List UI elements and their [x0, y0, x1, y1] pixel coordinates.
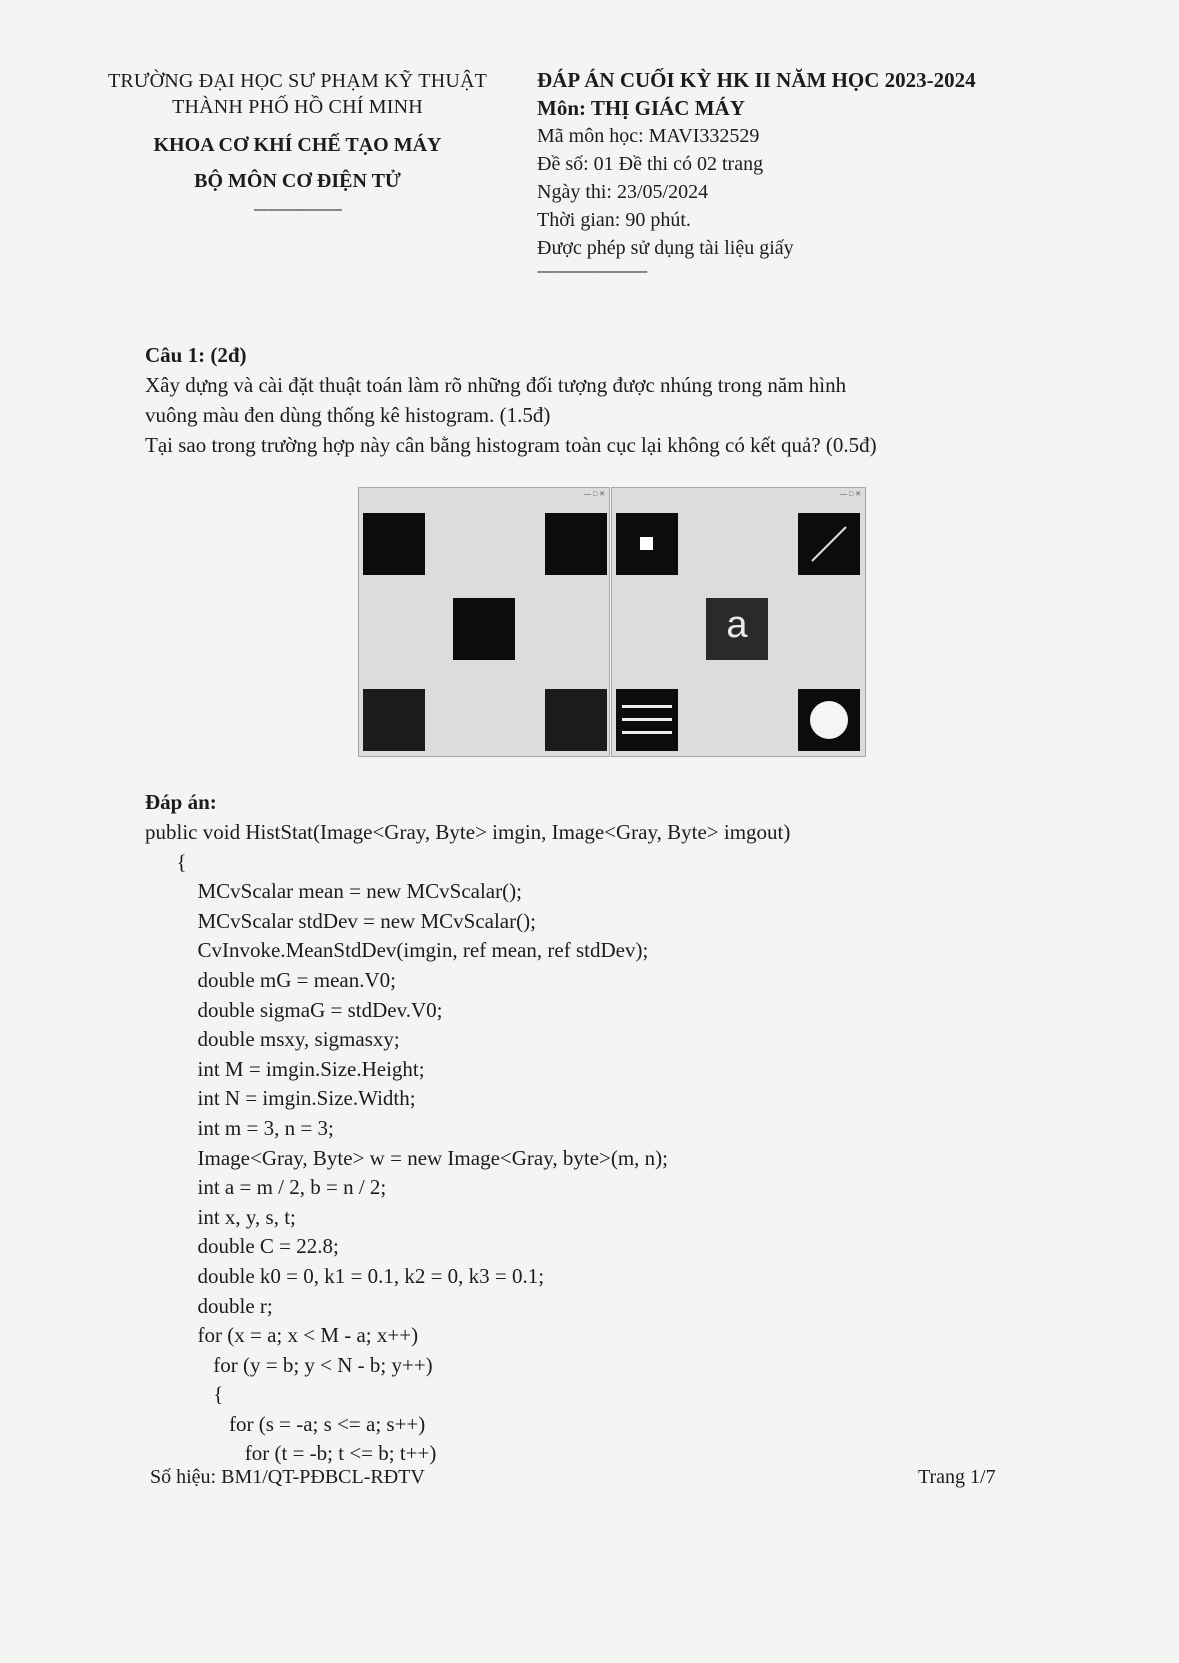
code-line: int M = imgin.Size.Height; — [145, 1056, 425, 1081]
university-line2: THÀNH PHỐ HỒ CHÍ MINH — [172, 96, 423, 118]
code-block — [145, 818, 1075, 1469]
code-line: double mG = mean.V0; — [145, 967, 396, 992]
square-with-circle — [798, 689, 860, 751]
code-line: for (y = b; y < N - b; y++) — [145, 1352, 433, 1377]
code-line: double r; — [145, 1293, 273, 1318]
code-line: for (s = -a; s <= a; s++) — [145, 1411, 426, 1436]
code-line: for (x = a; x < M - a; x++) — [145, 1323, 419, 1348]
exam-title: ĐÁP ÁN CUỐI KỲ HK II NĂM HỌC 2023-2024 — [537, 68, 976, 92]
materials-note: Được phép sử dụng tài liệu giấy — [537, 237, 794, 259]
code-line: double sigmaG = stdDev.V0; — [145, 997, 443, 1022]
square-with-diagonal-line — [798, 513, 860, 575]
code-line: MCvScalar mean = new MCvScalar(); — [145, 879, 522, 904]
window-controls-icon: — □ ✕ — [584, 491, 605, 498]
code-line: { — [145, 849, 187, 874]
question-1-line1: Xây dựng và cài đặt thuật toán làm rõ những đối tượng được nhúng trong năm hình — [145, 373, 847, 397]
header-right-divider: ------------------------------ — [537, 264, 647, 279]
code-line: int a = m / 2, b = n / 2; — [145, 1175, 387, 1200]
input-window-titlebar — [359, 488, 609, 502]
exam-info: Đề số: 01 Đề thi có 02 trang — [537, 153, 764, 175]
horizontal-line-icon — [622, 731, 672, 734]
output-image-window — [611, 487, 866, 757]
subject-value: THỊ GIÁC MÁY — [590, 96, 745, 120]
header-left — [80, 68, 515, 218]
circle-icon — [810, 701, 848, 739]
small-square-icon — [640, 537, 653, 550]
university-line1: TRƯỜNG ĐẠI HỌC SƯ PHẠM KỸ THUẬT — [107, 70, 488, 92]
question-1-line3: Tại sao trong trường hợp này cân bằng histogram toàn cục lại không có kết quả? (0.5đ) — [145, 433, 877, 457]
code-line: Image<Gray, Byte> w = new Image<Gray, byte>(m, n); — [145, 1145, 669, 1170]
square-with-letter — [706, 598, 768, 660]
subject-label: Môn: — [537, 96, 591, 120]
faculty-name: KHOA CƠ KHÍ CHẾ TẠO MÁY — [153, 134, 442, 156]
code-line: public void HistStat(Image<Gray, Byte> imgin, Image<Gray, Byte> imgout) — [145, 820, 791, 844]
dark-square-bottom-left — [363, 689, 425, 751]
dark-square-center — [453, 598, 515, 660]
code-line: int m = 3, n = 3; — [145, 1115, 334, 1140]
dark-square-top-left — [363, 513, 425, 575]
input-image-window — [358, 487, 610, 757]
exam-duration: Thời gian: 90 phút. — [537, 209, 691, 231]
document-code: Số hiệu: BM1/QT-PĐBCL-RĐTV — [150, 1466, 425, 1488]
diagonal-line-icon — [798, 513, 860, 575]
header-left-divider: ------------------------ — [253, 202, 342, 217]
window-controls-icon: — □ ✕ — [840, 491, 861, 498]
question-1-line2: vuông màu đen dùng thống kê histogram. (1.5đ) — [145, 403, 551, 427]
output-window-titlebar — [612, 488, 865, 502]
page-number: Trang 1/7 — [918, 1466, 996, 1488]
answer-label: Đáp án: — [145, 790, 217, 814]
subject-line — [537, 94, 1057, 122]
horizontal-line-icon — [622, 718, 672, 721]
square-with-lines — [616, 689, 678, 751]
square-with-small-square — [616, 513, 678, 575]
department-name: BỘ MÔN CƠ ĐIỆN TỬ — [194, 170, 401, 192]
code-line: for (t = -b; t <= b; t++) — [145, 1441, 437, 1466]
question-1 — [145, 340, 1065, 460]
code-line: int N = imgin.Size.Width; — [145, 1086, 416, 1111]
question-1-title: Câu 1: (2đ) — [145, 343, 247, 367]
exam-date: Ngày thi: 23/05/2024 — [537, 181, 709, 203]
code-line: MCvScalar stdDev = new MCvScalar(); — [145, 908, 536, 933]
embedded-letter: a — [726, 604, 748, 646]
code-line: double C = 22.8; — [145, 1234, 339, 1259]
course-code: Mã môn học: MAVI332529 — [537, 125, 760, 147]
code-line: int x, y, s, t; — [145, 1204, 296, 1229]
header-right — [537, 66, 1057, 280]
dark-square-top-right — [545, 513, 607, 575]
histogram-figure — [358, 487, 866, 757]
code-line: double k0 = 0, k1 = 0.1, k2 = 0, k3 = 0.1; — [145, 1263, 545, 1288]
dark-square-bottom-right — [545, 689, 607, 751]
horizontal-line-icon — [622, 705, 672, 708]
code-line: CvInvoke.MeanStdDev(imgin, ref mean, ref stdDev); — [145, 938, 649, 963]
code-line: double msxy, sigmasxy; — [145, 1027, 400, 1052]
code-line: { — [145, 1382, 224, 1407]
